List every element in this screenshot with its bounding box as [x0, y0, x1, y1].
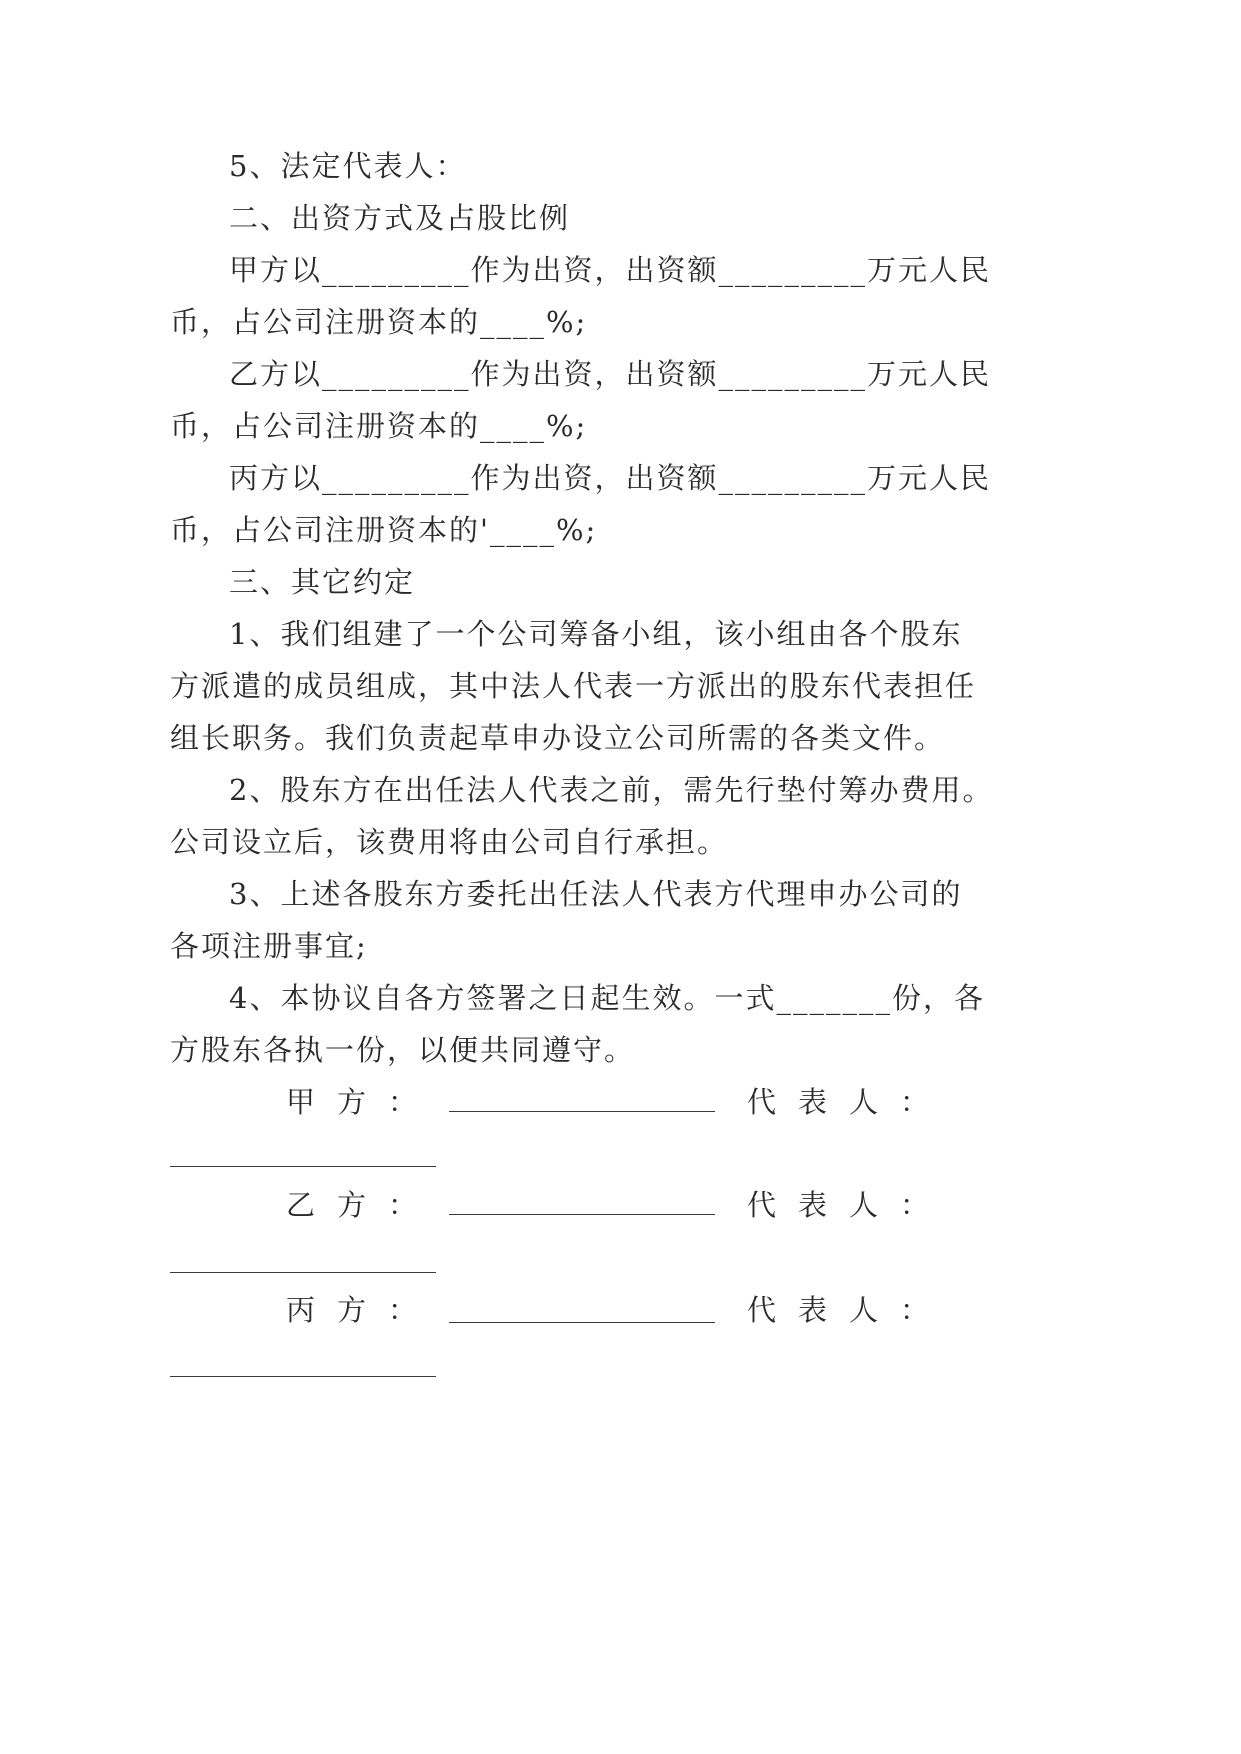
signature-party-a-blank [449, 1111, 715, 1112]
signature-party-b-blank [449, 1214, 715, 1215]
term-2-line-1: 2、股东方在出任法人代表之前，需先行垫付筹办费用。 [229, 773, 994, 807]
party-c-share-line: 币，占公司注册资本的'____%; [170, 513, 598, 547]
term-2-line-2: 公司设立后，该费用将由公司自行承担。 [170, 825, 729, 859]
term-4-line-2: 方股东各执一份，以便共同遵守。 [170, 1033, 636, 1067]
signature-party-c-label: 丙方： [286, 1293, 440, 1327]
term-4-line-1: 4、本协议自各方签署之日起生效。一式_______份，各 [229, 981, 985, 1015]
party-a-investment-line: 甲方以_________作为出资，出资额_________万元人民 [229, 253, 992, 287]
signature-party-a-rep-blank [170, 1166, 436, 1167]
term-1-line-1: 1、我们组建了一个公司筹备小组，该小组由各个股东 [229, 617, 963, 651]
signature-party-b-rep-blank [170, 1272, 436, 1273]
term-1-line-3: 组长职务。我们负责起草申办设立公司所需的各类文件。 [170, 721, 946, 755]
signature-party-a-rep-label: 代表人： [747, 1085, 952, 1119]
party-a-share-line: 币，占公司注册资本的____%; [170, 305, 588, 339]
party-c-investment-line: 丙方以_________作为出资，出资额_________万元人民 [229, 461, 992, 495]
legal-representative-line: 5、法定代表人： [229, 149, 467, 183]
section-heading-investment: 二、出资方式及占股比例 [229, 201, 571, 235]
signature-party-a-label: 甲方： [286, 1085, 440, 1119]
signature-party-c-blank [449, 1322, 715, 1323]
signature-party-b-rep-label: 代表人： [747, 1188, 952, 1222]
term-3-line-1: 3、上述各股东方委托出任法人代表方代理申办公司的 [229, 877, 963, 911]
party-b-share-line: 币，占公司注册资本的____%; [170, 409, 588, 443]
signature-party-c-rep-label: 代表人： [747, 1293, 952, 1327]
signature-party-c-rep-blank [170, 1376, 436, 1377]
section-heading-other-terms: 三、其它约定 [229, 565, 416, 599]
term-3-line-2: 各项注册事宜; [170, 929, 368, 963]
signature-party-b-label: 乙方： [286, 1188, 440, 1222]
party-b-investment-line: 乙方以_________作为出资，出资额_________万元人民 [229, 357, 992, 391]
term-1-line-2: 方派遣的成员组成，其中法人代表一方派出的股东代表担任 [170, 669, 977, 703]
